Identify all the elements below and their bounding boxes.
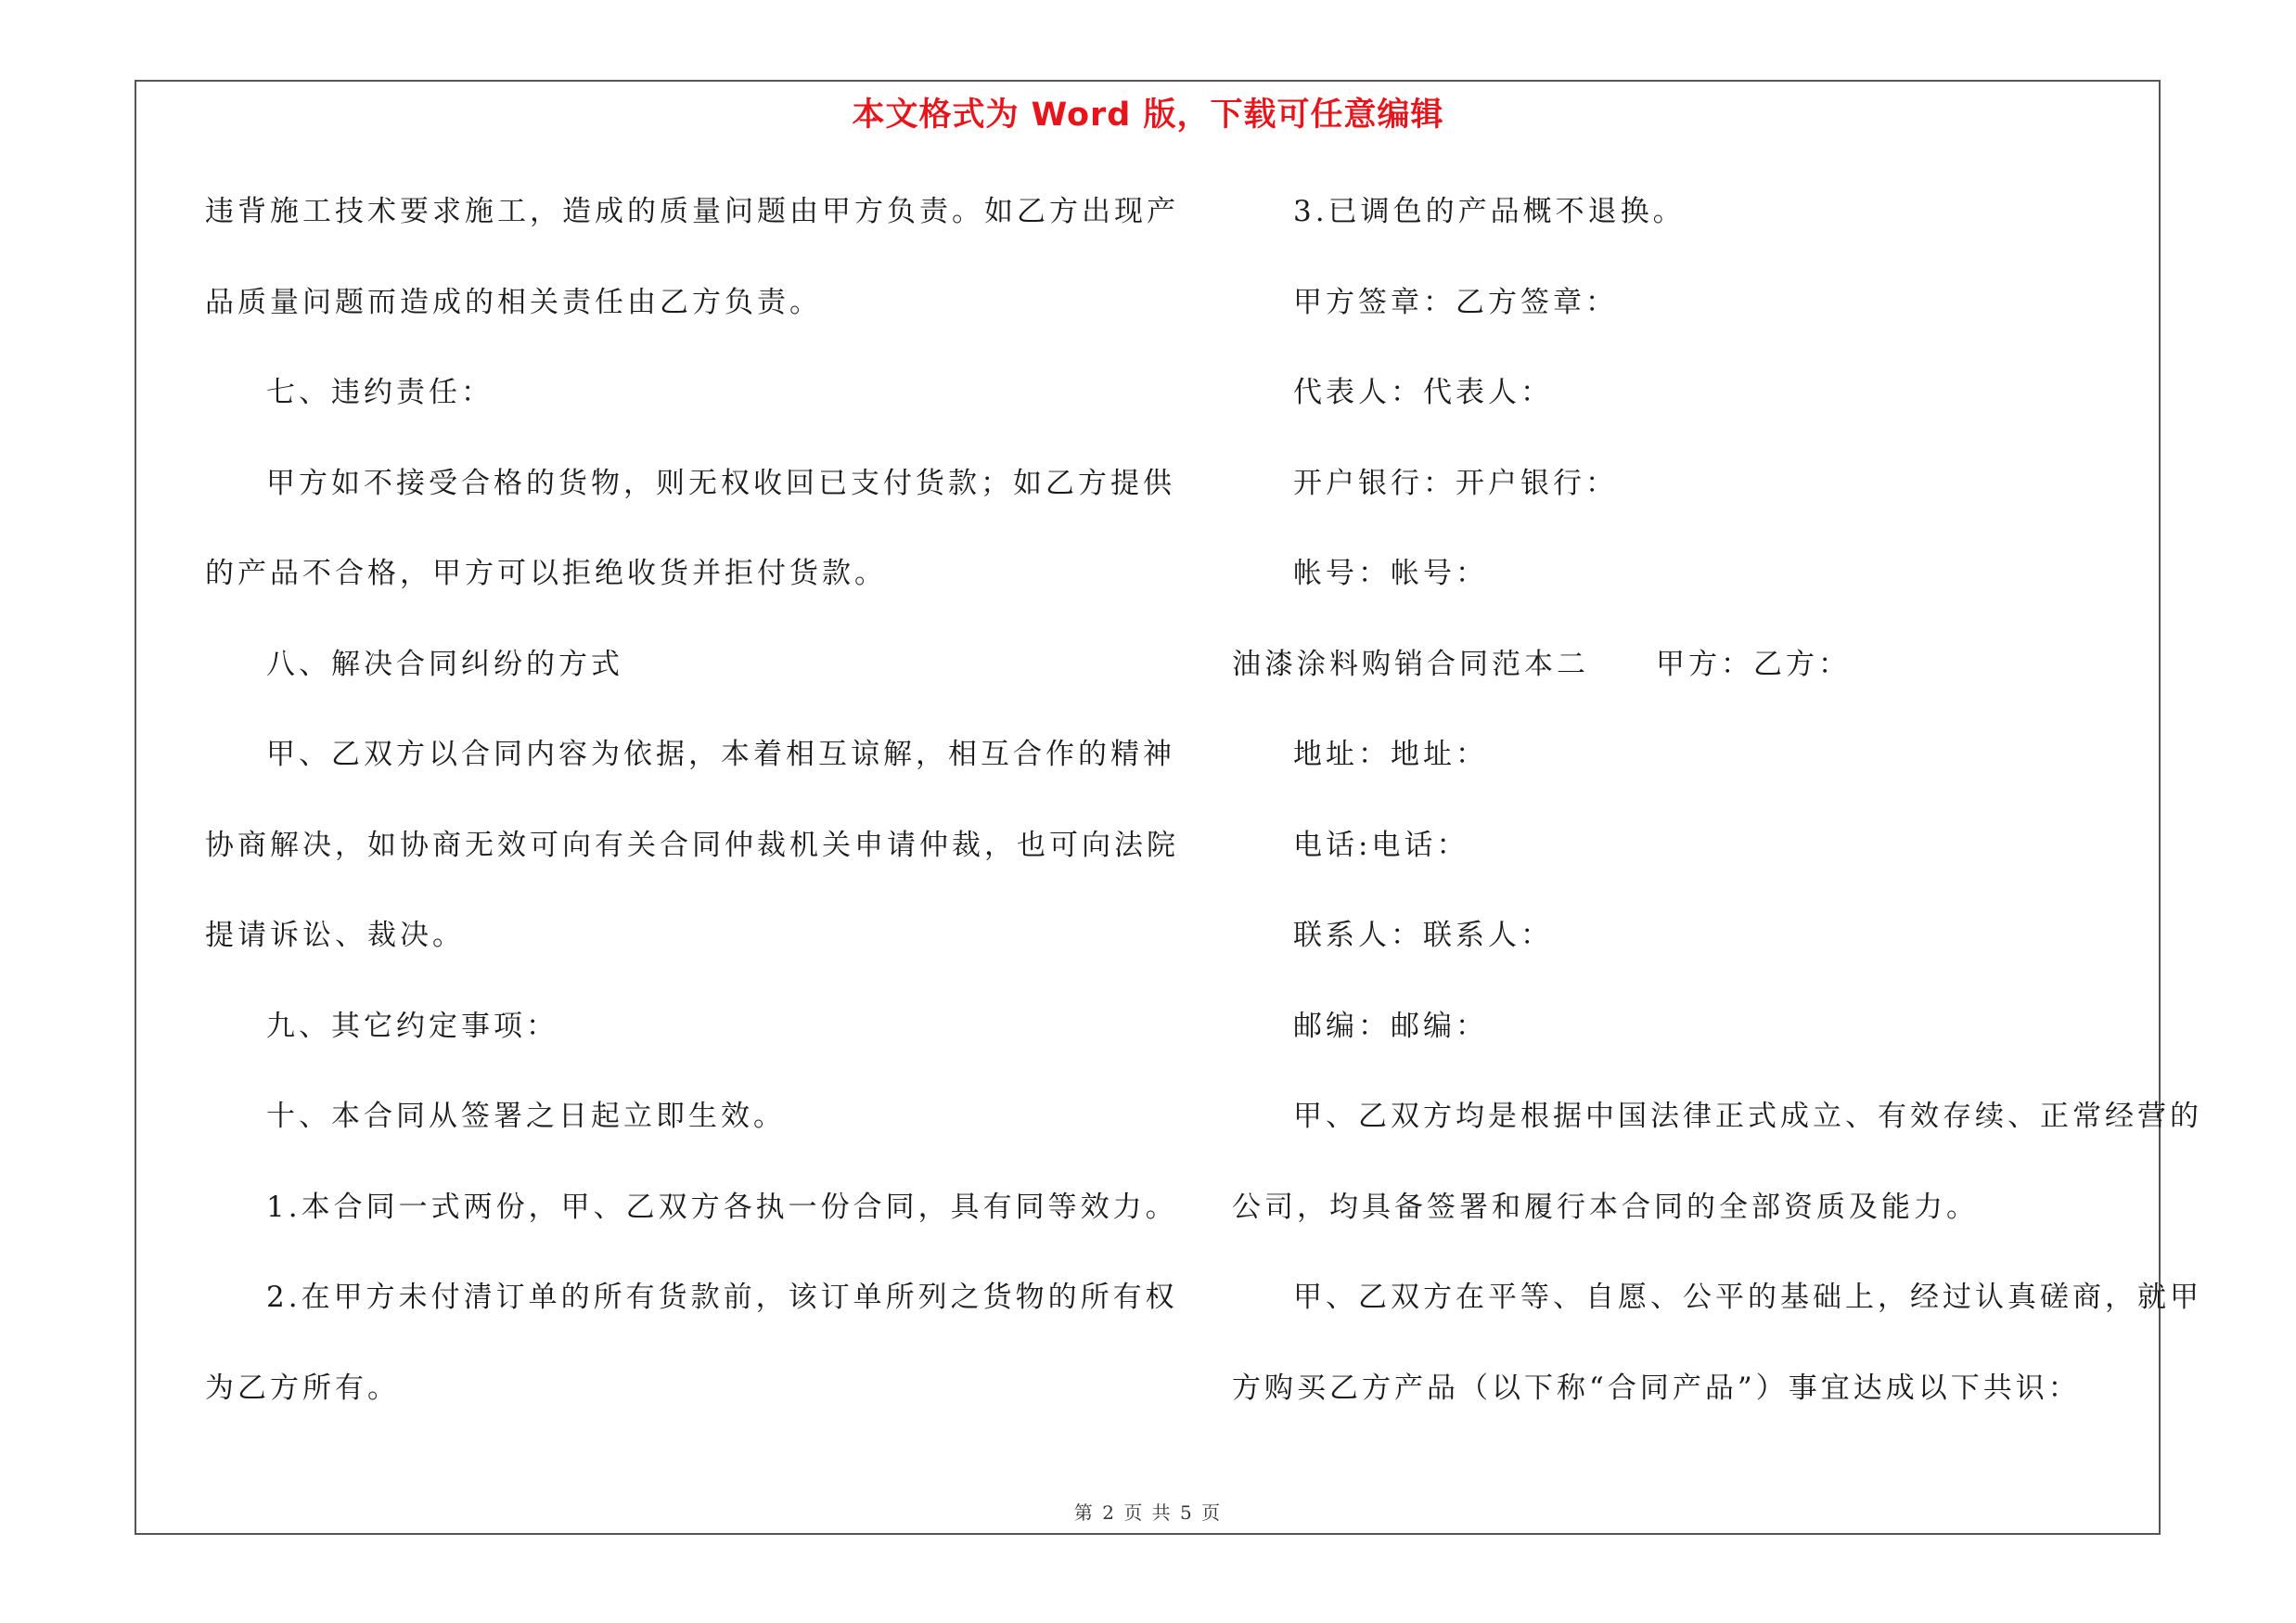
phone-line: 电话:电话： [1293, 828, 1469, 862]
paragraph-line: 甲、乙双方在平等、自愿、公平的基础上，经过认真磋商，就甲 [1293, 1281, 2202, 1314]
section-heading-disputes: 八、解决合同纠纷的方式 [266, 647, 623, 681]
right-column [1232, 182, 2202, 1449]
bank-line: 开户银行：开户银行： [1293, 466, 1618, 500]
paragraph-line: 甲方如不接受合格的货物，则无权收回已支付货款；如乙方提供 [266, 466, 1175, 500]
paragraph-line: 方购买乙方产品（以下称“合同产品”）事宜达成以下共识： [1232, 1371, 2081, 1405]
contract-title-line [1232, 635, 2160, 726]
representative-line: 代表人：代表人： [1293, 376, 1553, 409]
section-heading-effective: 十、本合同从签署之日起立即生效。 [266, 1100, 786, 1133]
paragraph-line: 协商解决，如协商无效可向有关合同仲裁机关申请仲裁，也可向法院 [205, 828, 1179, 862]
left-column [205, 182, 1179, 1449]
page-number-footer: 第 2 页 共 5 页 [1073, 1501, 1223, 1524]
signature-line: 甲方签章：乙方签章： [1293, 285, 1618, 319]
contact-line: 联系人：联系人： [1293, 919, 1553, 952]
clause-item-2: 2.在甲方未付清订单的所有货款前，该订单所列之货物的所有权 [266, 1281, 1178, 1314]
parties-label: 甲方：乙方： [1656, 647, 1851, 681]
section-heading-breach: 七、违约责任： [266, 376, 494, 409]
paragraph-line: 甲、乙双方以合同内容为依据，本着相互谅解，相互合作的精神 [266, 738, 1175, 771]
address-line: 地址：地址： [1293, 738, 1488, 771]
contract-title: 油漆涂料购销合同范本二 [1232, 647, 1589, 681]
paragraph-line: 违背施工技术要求施工，造成的质量问题由甲方负责。如乙方出现产 [205, 195, 1179, 228]
paragraph-line: 的产品不合格，甲方可以拒绝收货并拒付货款。 [205, 557, 887, 590]
clause-item-1: 1.本合同一式两份，甲、乙双方各执一份合同，具有同等效力。 [266, 1190, 1178, 1224]
paragraph-line: 甲、乙双方均是根据中国法律正式成立、有效存续、正常经营的 [1293, 1100, 2202, 1133]
account-line: 帐号：帐号： [1293, 557, 1488, 590]
section-heading-other: 九、其它约定事项： [266, 1009, 558, 1043]
paragraph-line: 品质量问题而造成的相关责任由乙方负责。 [205, 285, 822, 319]
paragraph-line: 公司，均具备签署和履行本合同的全部资质及能力。 [1232, 1190, 1979, 1224]
postcode-line: 邮编：邮编： [1293, 1009, 1488, 1043]
paragraph-line: 为乙方所有。 [205, 1371, 400, 1405]
paragraph-line: 提请诉讼、裁决。 [205, 919, 465, 952]
editable-word-banner: 本文格式为 Word 版，下载可任意编辑 [852, 97, 1444, 134]
clause-item-3: 3.已调色的产品概不退换。 [1293, 195, 1686, 228]
